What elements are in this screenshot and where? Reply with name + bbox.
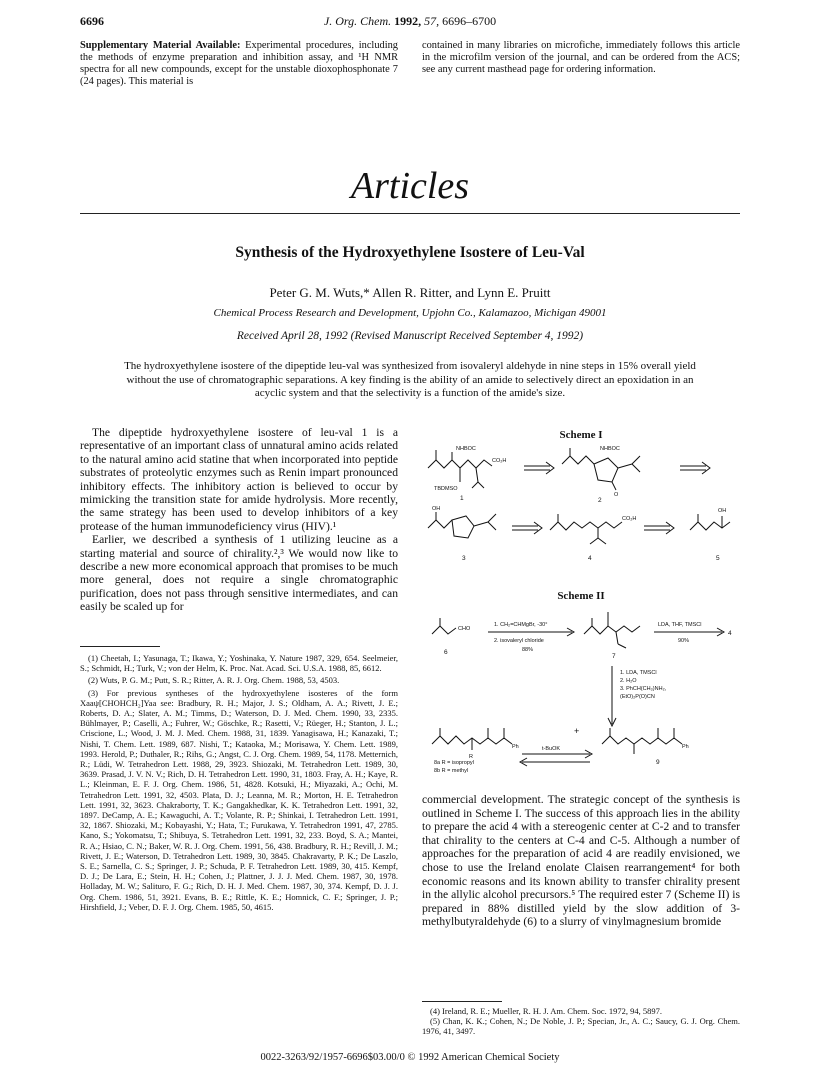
- journal-name: J. Org. Chem.: [323, 14, 392, 28]
- journal-volume: 57,: [424, 14, 440, 28]
- step3-reagent-c: 3. PhCH(CH₃)NH₂,: [620, 686, 667, 692]
- supplementary-left-text: Experimental procedures, including the methods of enzyme preparation and inhibition assay, and ¹H NMR spectra for all new compounds, except for the unstable dioxophosphonate 7 (24 pages). This material is: [80, 40, 398, 87]
- scheme2-plus: +: [574, 726, 580, 736]
- step1-reagent-b: 2. isovaleryl chloride: [494, 638, 544, 644]
- article-authors: Peter G. M. Wuts,* Allen R. Ritter, and Lynn E. Pruitt: [269, 285, 551, 300]
- compound-9-skeleton: [602, 736, 682, 744]
- compound-5-skeleton: [690, 522, 730, 530]
- article-affiliation: Chemical Process Research and Development, Upjohn Co., Kalamazoo, Michigan 49001: [213, 307, 607, 319]
- scheme2-cho: CHO: [458, 626, 471, 632]
- scheme2-ph-8: Ph: [512, 744, 519, 750]
- article-received: Received April 28, 1992 (Revised Manuscript Received September 4, 1992): [236, 330, 584, 342]
- page-footer: 0022-3263/92/1957-6696$03.00/0 © 1992 American Chemical Society: [260, 1052, 560, 1063]
- scheme-1-diagram: [422, 442, 740, 582]
- footnote: (4) Ireland, R. E.; Mueller, R. H. J. Am. Chem. Soc. 1972, 94, 5897.: [430, 1006, 662, 1016]
- compound-label-4: 4: [588, 555, 592, 562]
- compound-2-skeleton: [562, 456, 594, 464]
- compound-label-5: 5: [716, 555, 720, 562]
- footnote-rule: [80, 646, 160, 647]
- compound-label-4b: 4: [728, 630, 732, 637]
- compound-3-skeleton: [428, 520, 452, 528]
- footnotes-right: [422, 1006, 740, 1037]
- article-abstract: The hydroxyethylene isostere of the dipeptide leu-val was synthesized from isovaleryl aldehyde in nine steps in 15% overall yield without the use of chromatographic separations. A key finding is the ability of an amide to selectively direct an epoxidation in an acyclic system and that the selectivity is a function of the amide's size.: [124, 360, 696, 399]
- compound-label-6: 6: [444, 649, 448, 656]
- body-left-column: [80, 426, 398, 614]
- compound-1-skeleton: [428, 460, 492, 468]
- compound-4-skeleton: [550, 522, 622, 530]
- footnote: (1) Cheetah, I.; Yasunaga, T.; Ikawa, Y.; Yoshinaka, Y. Nature 1987, 329, 654. Seelmeier, S.; Schmidt, H.; Turk, V.; von der Helm, K. Proc. Nat. Acad. Sci. U.S.A. 1988, 85, 6612.: [80, 653, 398, 674]
- compound-label-7: 7: [612, 653, 616, 660]
- body-paragraph: The dipeptide hydroxyethylene isostere of leu-val 1 is a representative of an important class of unnatural amino acids related to the natural amino acid statine that when incorporated into peptide substrates of proteolytic enzymes such as Renin impart pronounced inhibitory effects. The inhibitory action is believed to occur by mimicking the transition state for amide hydrolysis. More recently, the same strategy has been used to develop inhibitors of a key protease of the human immunodeficiency virus (HIV).¹: [80, 426, 398, 533]
- footnote-rule-right: [422, 1001, 502, 1002]
- compound-label-9: 9: [656, 759, 660, 766]
- step2-reagent: LDA, THF, TMSCl: [658, 622, 702, 628]
- section-rule: [80, 213, 740, 214]
- scheme1-tbdmso: TBDMSO: [434, 486, 458, 492]
- compound-7-skeleton: [584, 626, 640, 634]
- page-number: 6696: [80, 14, 104, 28]
- supplementary-right: contained in many libraries on microfiche, immediately follows this article in the microfilm version of the journal, and can be ordered from the ACS; see any current masthead page for ordering information.: [422, 40, 740, 75]
- scheme1-oh-3: OH: [432, 506, 441, 512]
- compound-label-3: 3: [462, 555, 466, 562]
- scheme-2-diagram: [422, 604, 740, 784]
- step1-reagent-a: 1. CH₂=CHMgBr, -30°: [494, 622, 548, 628]
- step3-reagent-a: 1. LDA, TMSCl: [620, 670, 657, 676]
- running-header: [80, 14, 740, 30]
- compound-6-skeleton: [432, 626, 456, 634]
- compound-label-1: 1: [460, 495, 464, 502]
- scheme2-ph-9: Ph: [682, 744, 689, 750]
- body-right-column: commercial development. The strategic concept of the synthesis is outlined in Scheme I. The success of this approach lies in the ability to prepare the acid 4 with a stereogenic center at C-2 and to transfer that chirality to the centers at C-4 and C-5. Although a number of approaches for the preparation of acid 4 are readily envisioned, we chose to use the Ireland enolate Claisen rearrangement⁴ for both economic reasons and its known ability to transfer chirality present in the allylic alcohol precursors.⁵ The required ester 7 (Scheme II) is prepared in 88% distilled yield by the slow addition of 3-methylbutyraldehyde (6) to a slurry of vinylmagnesium bromide: [422, 793, 740, 929]
- journal-reference: [80, 14, 740, 29]
- step3-reagent-d: (EtO)₂P(O)CN: [620, 694, 655, 700]
- scheme2-tbuok: t-BuOK: [542, 746, 561, 752]
- scheme2-r-isopropyl: 8a R = isopropyl: [434, 760, 474, 766]
- footnote: (3) For previous syntheses of the hydroxyethylene isosteres of the form Xaaψ[CHOHCH₂]Yaa see: Bradbury, R. H.; Major, J. S.; Oldham, A. A.; Rivett, J. E.; Roberts, D. A.; Slater, A. M.; Timms, D.; Waterson, D. J. Med. Chem. 1990, 33, 2335. Bühlmayer, P.; Caselli, A.; Fuhrer, W.; Göschke, R.; Rasetti, V.; Rüeger, H.; Stanton, J. L.; Criscione, L.; Wood, J. M. J. Med. Chem. 1988, 31, 1839. Yanagisawa, H.; Kanazaki, T.; Nishi, T. Chem. Lett. 1989, 687. Nishi, T.; Kataoka, M.; Morisawa, Y. Chem. Lett. 1989, 1993. Herold, P.; Duthaler, R.; Rihs, G.; Angst, C. J. Org. Chem. 1989, 54, 1178. Metternich, R.; Lüdi, W. Tetrahedron Lett. 1988, 29, 3923. Shiozaki, M. Tetrahedron Lett. 1989, 30, 3639. Prasad, J. V. N. V.; Rich, D. H. Tetrahedron Lett. 1990, 31, 1803. Fray, A. H.; Kaye, R. L.; Kleinman, E. F. J. Org. Chem. 1986, 51, 4828. Kotsuki, H.; Miyazaki, A.; Ochi, M. Tetrahedron Lett. 1991, 32, 4503. Plata, D. J.; Leanna, M. R.; Morton, H. E. Tetrahedron Lett. 1991, 32, 3623. Chakraborty, T. K.; Gangakhedkar, K. K. Tetrahedron Lett. 1991, 32, 1897. DeCamp, A. E.; Kawaguchi, A. T.; Volante, R. P.; Shinkai, I. Tetrahedron Lett. 1991, 32, 1867. Shiozaki, M.; Kobayashi, Y.; Hata, T.; Furukawa, Y. Tetrahedron 1991, 47, 2785. Kano, S.; Yokomatsu, T.; Shibuya, S. Tetrahedron Lett. 1991, 32, 233. Boyd, S. A.; Mantei, R. A.; Hsiao, C. N.; Baker, W. R. J. Org. Chem. 1991, 56, 438. Bradbury, R. H.; Revill, J. M.; Rivett, J. E.; Waterson, D. Tetrahedron Lett. 1989, 30, 3845. Chakravarty, P. K.; De Laszlo, S. E.; Sarnella, C. S.; Springer, J. P.; Schuda, P. F. Tetrahedron Lett. 1989, 30, 415. Kempf, D. J.; De Lara, E.; Stein, H. H.; Cohen, J.; Plattner, J. J. J. Med. Chem. 1987, 30, 1978. Holladay, M. W.; Salituro, F. G.; Rich, D. H. J. Med. Chem. 1987, 30, 374. Kempf, D. J. J. Org. Chem. 1986, 51, 3921. Evans, B. E.; Rittle, K. E.; Homnick, C. F.; Springer, J. P.; Hirshfield, J.; Veber, D. F. J. Org. Chem. 1985, 50, 4615.: [80, 687, 398, 912]
- footnotes-left: [80, 653, 398, 914]
- scheme1-oh-5: OH: [718, 508, 727, 514]
- scheme2-r-methyl: 8b R = methyl: [434, 768, 469, 774]
- footnote: (5) Chan, K. K.; Cohen, N.; De Noble, J. P.; Specian, Jr., A. C.; Saucy, G. J. Org. Chem. 1976, 41, 3497.: [422, 1016, 740, 1037]
- section-title: Articles: [350, 165, 470, 207]
- scheme1-nhboc-2: NHBOC: [600, 446, 620, 452]
- step3-reagent-b: 2. H₂O: [620, 678, 637, 684]
- supplementary-left: [80, 40, 398, 88]
- step1-yield: 88%: [522, 647, 534, 653]
- scheme-1-label: Scheme I: [559, 429, 603, 441]
- scheme-2-label: Scheme II: [557, 590, 605, 602]
- article-title: Synthesis of the Hydroxyethylene Isostere of Leu-Val: [235, 244, 585, 261]
- supplementary-heading: Supplementary Material Available:: [80, 40, 241, 51]
- scheme1-nhboc-1: NHBOC: [456, 446, 476, 452]
- scheme1-co2h: CO₂H: [492, 458, 507, 464]
- body-paragraph: Earlier, we described a synthesis of 1 utilizing leucine as a starting material and source of chirality.²,³ We would now like to describe a new more economical approach that promises to be much more general, does not require a single chromatographic purification, does not pass through sensitive intermediates, and can easily be scaled up for: [80, 533, 398, 614]
- journal-year: 1992,: [394, 14, 422, 28]
- scheme1-co2h-4: CO₂H: [622, 516, 637, 522]
- compound-label-2: 2: [598, 497, 602, 504]
- footnote: (2) Wuts, P. G. M.; Putt, S. R.; Ritter, A. R. J. Org. Chem. 1988, 53, 4503.: [88, 675, 340, 686]
- scheme1-o-2: O: [614, 492, 619, 498]
- journal-pages: 6696–6700: [442, 14, 497, 28]
- step2-yield: 90%: [678, 638, 690, 644]
- scheme2-r: R: [469, 754, 473, 760]
